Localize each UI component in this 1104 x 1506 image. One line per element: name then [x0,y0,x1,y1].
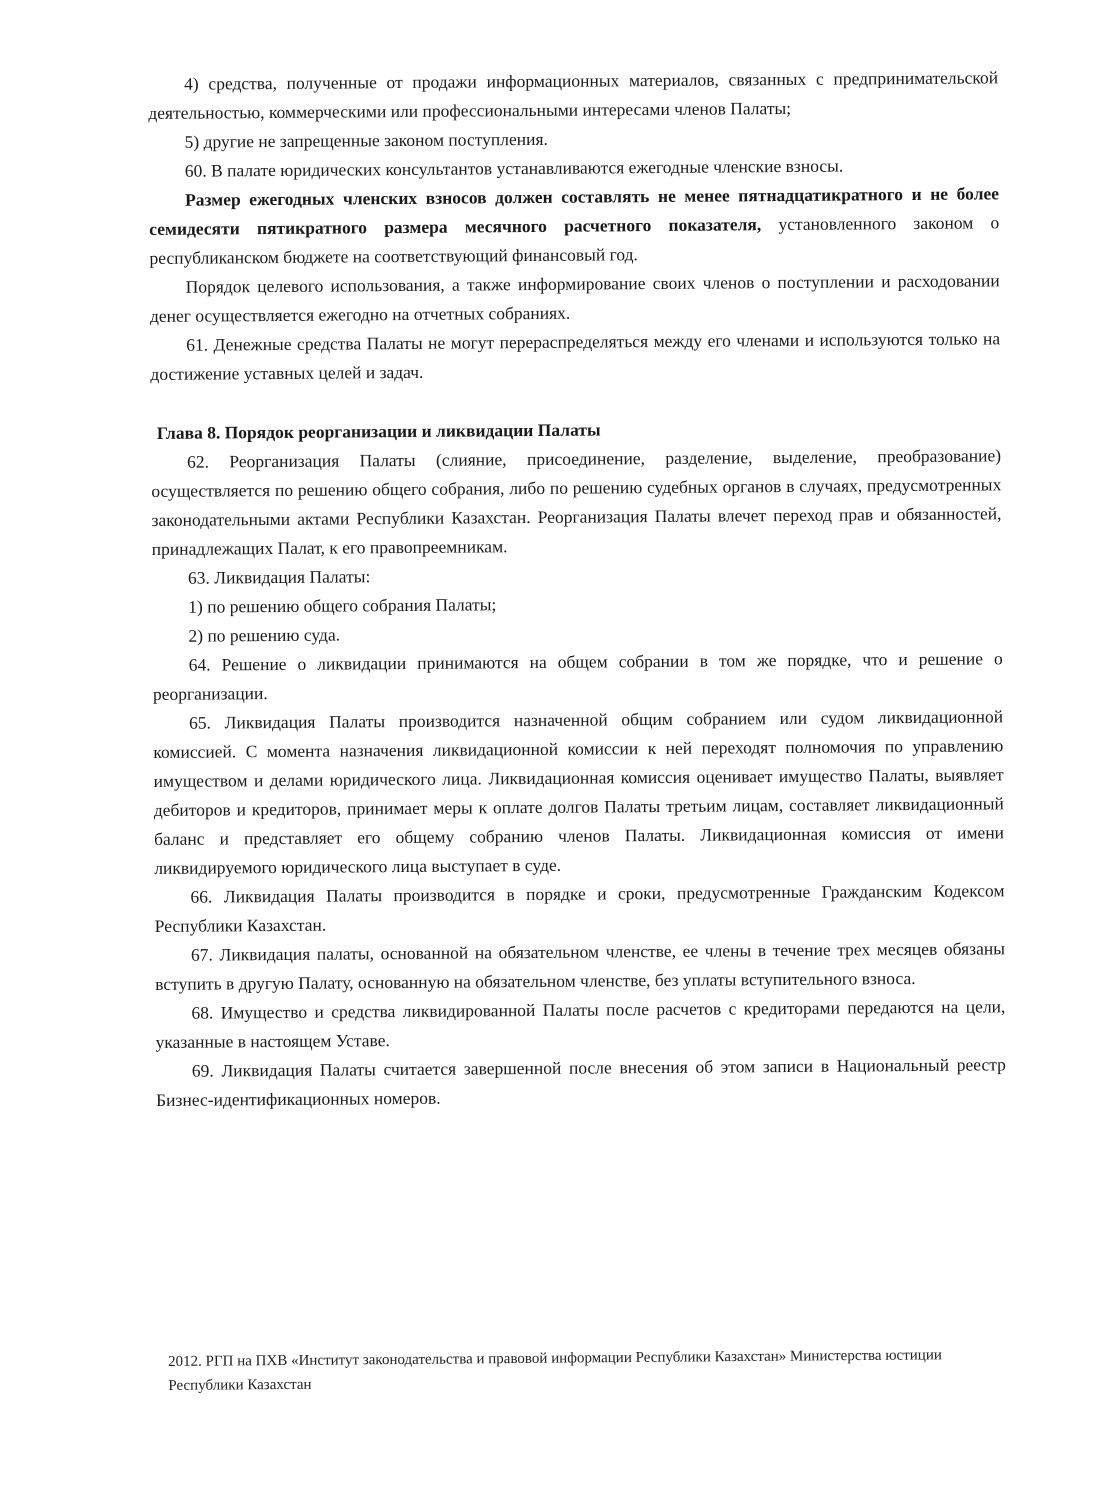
paragraph-62: 62. Реорганизация Палаты (слияние, присоединение, разделение, выделение, преобразование) осуществляется по решению общего собрания, либо по решению судебных органов в случаях, предусмотренных законодательными актами Республики Казахстан. Реорганизация Палаты влечет переход прав и обязанностей, принадлежащих Палат, к его правопреемникам. [151,445,1002,559]
paragraph-64: 64. Решение о ликвидации принимаются на общем собрании в том же порядке, что и решение о реорганизации. [152,648,1003,704]
paragraph-69: 69. Ликвидация Палаты считается завершенной после внесения об этом записи в Национальный реестр Бизнес-идентификационных номеров. [156,1054,1006,1110]
paragraph-66: 66. Ликвидация Палаты производится в порядке и сроки, предусмотренные Гражданским Кодексом Республики Казахстан. [154,880,1005,936]
document-body [148,63,1006,1115]
paragraph-60: 60. В палате юридических консультантов устанавливаются ежегодные членские взносы. [184,155,844,181]
fee-size-bold-text: Размер ежегодных членских взносов должен составлять не менее пятнадцатикратного и не более семидесяти пятикратного размера месячного расчетного показателя, [149,183,1000,239]
page-footer: 2012. РГП на ПХВ «Институт законодательства и правовой информации Республики Казахстан» Министерства юстиции Республики Казахстан [168,1347,942,1394]
paragraph-61: 61. Денежные средства Палаты не могут перераспределяться между его членами и используются только на достижение уставных целей и задач. [150,328,1001,384]
paragraph-68: 68. Имущество и средства ликвидированной Палаты после расчетов с кредиторами передаются на цели, указанные в настоящем Уставе. [155,996,1006,1052]
fee-size-rest-text: установленного законом о республиканском бюджете на соответствующий финансовый год. [149,212,1000,268]
paragraph-60-fee-size [149,179,1000,273]
paragraph-65: 65. Ликвидация Палаты производится назначенной общим собранием или судом ликвидационной комиссией. С момента назначения ликвидационной комиссии к ней переходят полномочия по управлению имуществом и делами юридического лица. Ликвидационная комиссия оценивает имущество Палаты, выявляет дебиторов и кредиторов, принимает меры к оплате долгов Палаты третьим лицам, составляет ликвидационный баланс и представляет его общему собранию членов Палаты. Ликвидационная комиссия от имени ликвидируемого юридического лица выступает в суде. [153,706,1005,878]
paragraph-60-usage: Порядок целевого использования, а также информирование своих членов о поступлении и расходовании денег осуществляется ежегодно на отчетных собраниях. [149,270,1000,326]
paragraph-63-item-2: 2) по решению суда. [188,624,341,646]
paragraph-item-5: 5) другие не запрещенные законом поступления. [184,128,548,152]
paragraph-item-4: 4) средства, полученные от продажи информационных материалов, связанных с предпринимательской деятельностью, коммерческими или профессиональными интересами членов Палаты; [148,67,999,123]
paragraph-63: 63. Ликвидация Палаты: [187,566,371,588]
chapter-8-title: Глава 8. Порядок реорганизации и ликвидации Палаты [156,419,601,443]
paragraph-67: 67. Ликвидация палаты, основанной на обязательном членстве, ее члены в течение трех месяцев обязаны вступить в другую Палату, основанную на обязательном членстве, без уплаты вступительного взноса. [155,938,1006,994]
paragraph-63-item-1: 1) по решению общего собрания Палаты; [188,594,497,617]
